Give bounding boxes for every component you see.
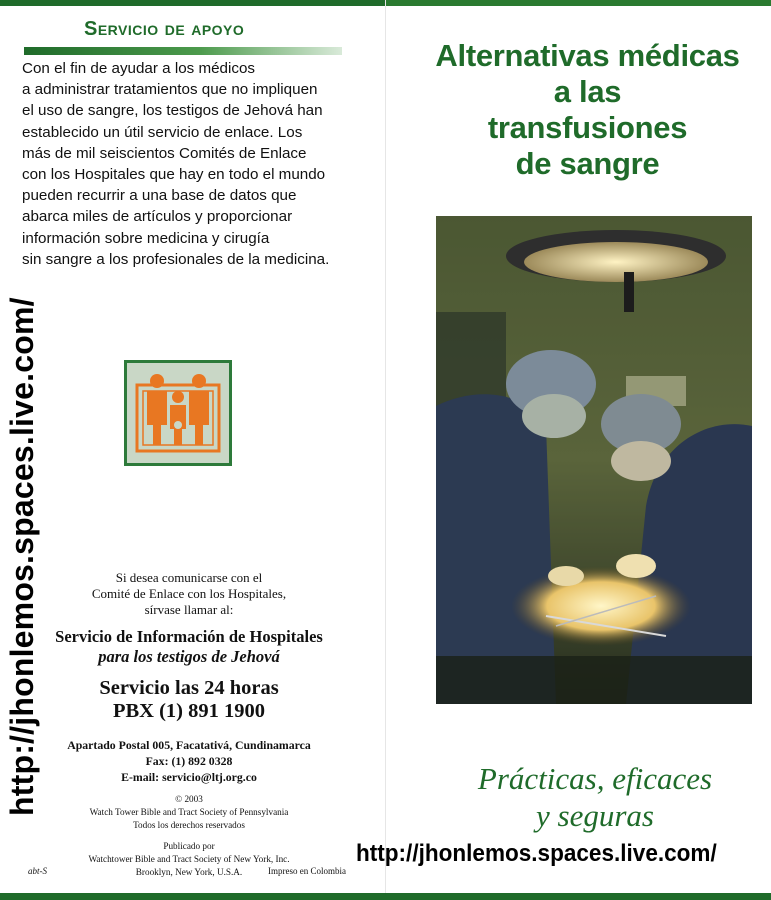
title-line: transfusiones <box>487 110 688 145</box>
surgery-photo <box>436 216 752 704</box>
watermark-vertical: http://jhonlemos.spaces.live.com/ <box>4 297 40 816</box>
printed-in: Impreso en Colombia <box>268 866 346 876</box>
family-icon <box>127 363 229 463</box>
paragraph-line: abarca miles de artículos y proporcionar <box>22 208 293 226</box>
paragraph-line: Con el fin de ayudar a los médicos <box>22 60 256 77</box>
postal-address <box>24 737 354 785</box>
contact-intro-line: sírvase llamar al: <box>144 602 234 617</box>
tagline-line: Prácticas, eficaces <box>477 761 713 796</box>
publication-code: abt-S <box>28 866 47 876</box>
hospital-liaison-logo <box>124 360 232 466</box>
publisher-line: Brooklyn, New York, U.S.A. <box>135 867 243 877</box>
section-title: Servicio de apoyo <box>84 18 245 40</box>
watermark-bottom: http://jhonlemos.spaces.live.com/ <box>356 840 717 867</box>
title-line: de sangre <box>515 146 660 181</box>
paragraph-line: establecido un útil servicio de enlace. Los <box>22 123 303 141</box>
tagline <box>440 760 750 834</box>
title-line: Alternativas médicas <box>435 38 740 73</box>
brochure-title <box>400 38 771 182</box>
contact-intro <box>24 570 354 618</box>
paragraph-line: a administrar tratamientos que no impliquen <box>22 81 318 99</box>
copyright-line: Todos los derechos reservados <box>133 820 245 830</box>
paragraph-line: pueden recurrir a una base de datos que <box>22 187 297 205</box>
publisher-line: Watchtower Bible and Tract Society of New York, Inc. <box>88 854 290 864</box>
contact-info <box>24 570 354 879</box>
top-green-bar-right <box>385 0 771 6</box>
paragraph-line: sin sangre a los profesionales de la medicina. <box>22 250 330 268</box>
publisher-line: Publicado por <box>163 841 215 851</box>
paragraph-line: información sobre medicina y cirugía <box>22 229 270 247</box>
address-line: Apartado Postal 005, Facatativá, Cundinamarca <box>67 738 311 752</box>
support-service-paragraph <box>22 58 362 270</box>
tagline-line: y seguras <box>536 798 654 833</box>
section-title-rule <box>24 47 342 55</box>
contact-intro-line: Si desea comunicarse con el <box>115 570 263 585</box>
copyright <box>24 793 354 832</box>
email-line: E-mail: servicio@ltj.org.co <box>121 770 257 784</box>
contact-intro-line: Comité de Enlace con los Hospitales, <box>91 586 287 601</box>
service-name: Servicio de Información de Hospitales <box>55 627 323 646</box>
service-hours: Servicio las 24 horas <box>99 677 279 699</box>
service-subtitle: para los testigos de Jehová <box>98 647 280 666</box>
phone-number: PBX (1) 891 1900 <box>112 700 266 722</box>
top-green-bar-left <box>0 0 385 6</box>
fax-line: Fax: (1) 892 0328 <box>145 754 233 768</box>
title-line: a las <box>553 74 622 109</box>
paragraph-line: el uso de sangre, los testigos de Jehová han <box>22 102 323 120</box>
copyright-line: © 2003 <box>175 794 203 804</box>
copyright-line: Watch Tower Bible and Tract Society of Pennsylvania <box>89 807 289 817</box>
paragraph-line: con los Hospitales que hay en todo el mundo <box>22 166 326 184</box>
bottom-green-bar <box>0 893 771 900</box>
panel-fold-line <box>385 0 386 900</box>
paragraph-line: más de mil seiscientos Comités de Enlace <box>22 144 307 162</box>
